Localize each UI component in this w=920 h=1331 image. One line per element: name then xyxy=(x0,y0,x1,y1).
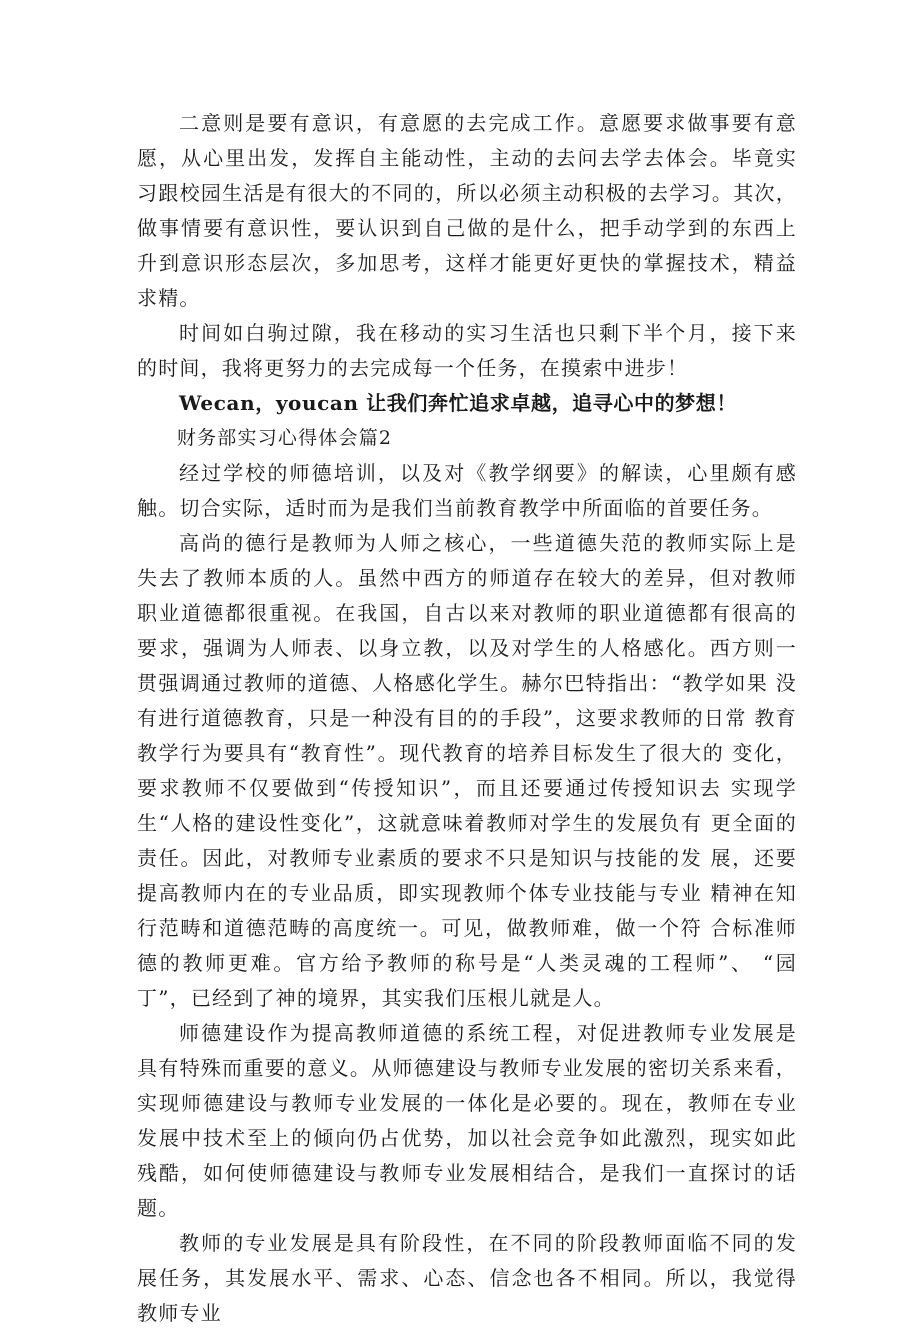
paragraph-intention: 二意则是要有意识，有意愿的去完成工作。意愿要求做事要有意 愿，从心里出发，发挥自主能动性，主动的去问去学去体会。毕竟实 习跟校园生活是有很大的不同的，所以必须主动积极的去学习。其次， 做事情要有意识性，要认识到自己做的是什么，把手动学到的东西上 升到意识形态层次，多加思考，这样才能更好更快的掌握技术，精益 求精。 xyxy=(137,111,797,310)
paragraph-time: 时间如白驹过隙，我在移动的实习生活也只剩下半个月，接下来 的时间，我将更努力的去完成每一个任务，在摸索中进步！ xyxy=(137,321,797,380)
paragraph-training: 经过学校的师德培训，以及对《教学纲要》的解读，心里颇有感 触。切合实际，适时而为是我们当前教育教学中所面临的首要任务。 xyxy=(137,461,797,520)
paragraph-slogan: Wecan，youcan 让我们奔忙追求卓越，追寻心中的梦想！ xyxy=(179,391,737,415)
paragraph-development: 教师的专业发展是具有阶段性，在不同的阶段教师面临不同的发 展任务，其发展水平、需求、心态、信念也各不相同。所以，我觉得 教师专业 xyxy=(137,1231,797,1325)
paragraph-construction: 师德建设作为提高教师道德的系统工程，对促进教师专业发展是 具有特殊而重要的意义。从师德建设与教师专业发展的密切关系来看，实现师德建设与教师专业发展的一体化是必要的。现在，教师在专业 发展中技术至上的倾向仍占优势，加以社会竞争如此激烈，现实如此 残酷，如何使师德建设与教师专业发展相结合，是我们一直探讨的话 题。 xyxy=(137,1021,797,1220)
document-page xyxy=(137,106,797,1331)
section-heading: 财务部实习心得体会篇2 xyxy=(176,427,393,449)
paragraph-virtue: 高尚的德行是教师为人师之核心，一些道德失范的教师实际上是 失去了教师本质的人。虽然中西方的师道存在较大的差异，但对教师 职业道德都很重视。在我国，自古以来对教师的职业道德都有很高的 要求，强调为人师表、以身立教，以及对学生的人格感化。西方则一 贯强调通过教师的道德、人格感化学生。赫尔巴特指出：“教学如果 没有进行道德教育，只是一种没有目的的手段”，这要求教师的日常 教育教学行为要具有“教育性”。现代教育的培养目标发生了很大的 变化，要求教师不仅要做到“传授知识”，而且还要通过传授知识去 实现学生“人格的建设性变化”，这就意味着教师对学生的发展负有 更全面的责任。因此，对教师专业素质的要求不只是知识与技能的发 展，还要提高教师内在的专业品质，即实现教师个体专业技能与专业 精神在知行范畴和道德范畴的高度统一。可见，做教师难，做一个符 合标准师德的教师更难。官方给予教师的称号是“人类灵魂的工程师”、 “园丁”，已经到了神的境界，其实我们压根儿就是人。 xyxy=(137,531,797,1010)
